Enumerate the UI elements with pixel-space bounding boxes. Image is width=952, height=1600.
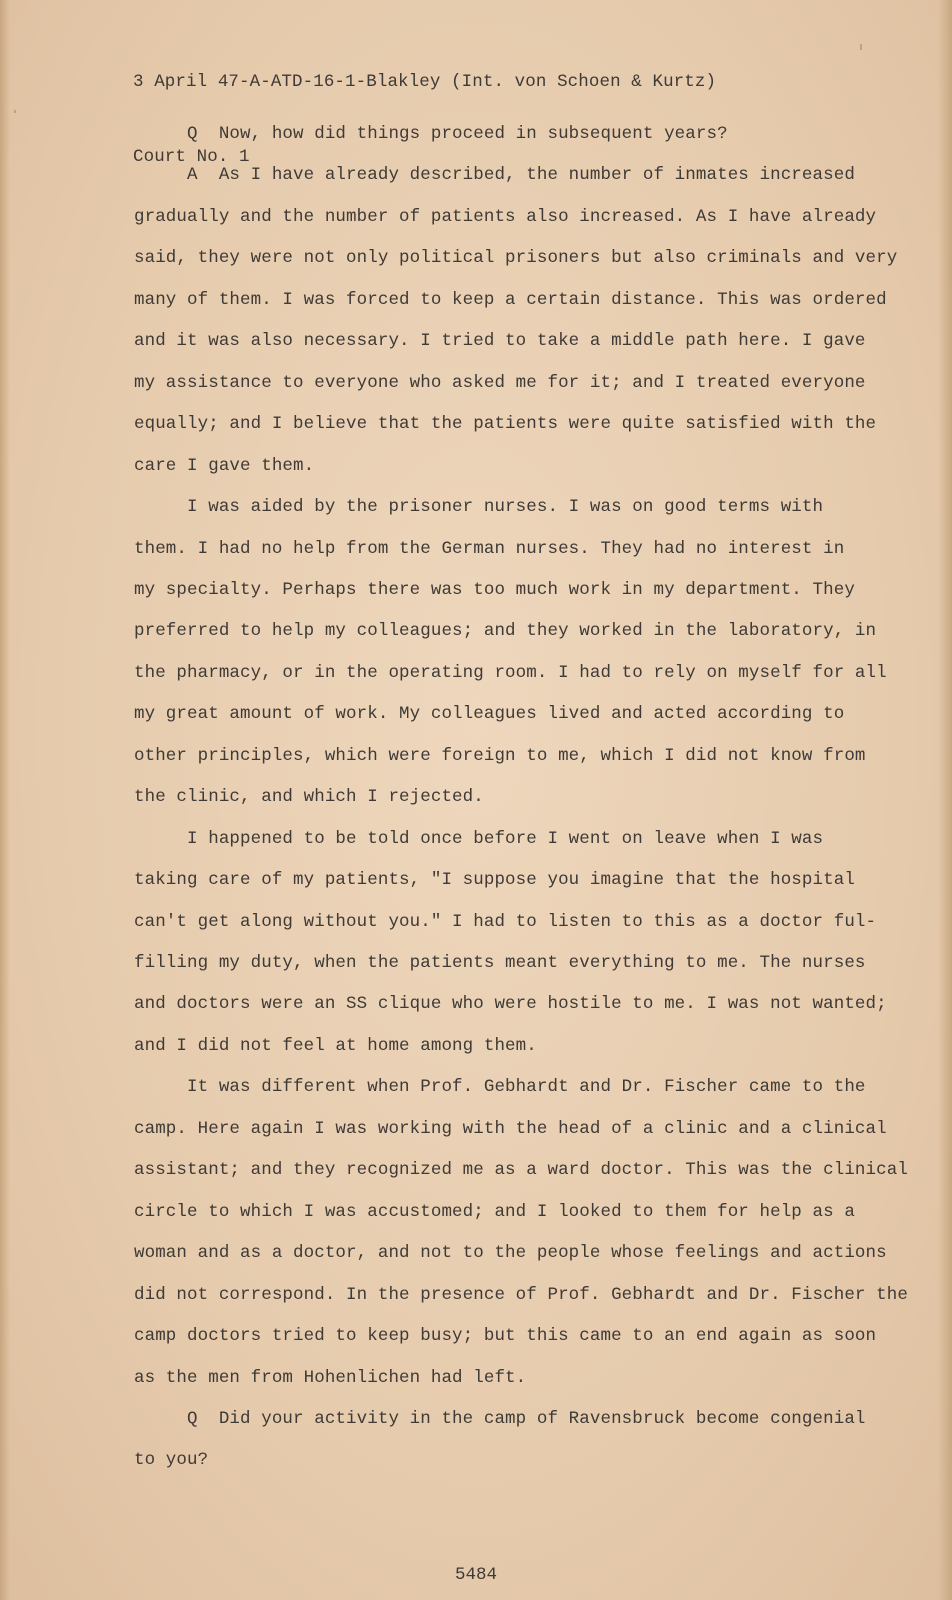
- page-edge-right: [938, 0, 952, 1600]
- text-line: assistant; and they recognized me as a ward doctor. This was the clinical: [134, 1160, 908, 1181]
- text-line: care I gave them.: [134, 455, 315, 476]
- paper-speck: [860, 44, 862, 50]
- text-line: camp doctors tried to keep busy; but this came to an end again as soon: [134, 1326, 877, 1347]
- text-line: can't get along without you." I had to listen to this as a doctor ful-: [134, 911, 877, 932]
- text-line: I was aided by the prisoner nurses. I was on good terms with: [134, 497, 824, 518]
- text-line: my assistance to everyone who asked me for it; and I treated everyone: [134, 372, 866, 393]
- text-line: taking care of my patients, "I suppose you imagine that the hospital: [134, 870, 855, 891]
- text-line: and doctors were an SS clique who were hostile to me. I was not wanted;: [134, 994, 887, 1015]
- text-line: A As I have already described, the number of inmates increased: [134, 165, 855, 186]
- page-edge-left: [0, 0, 10, 1600]
- text-line: and it was also necessary. I tried to take a middle path here. I gave: [134, 331, 866, 352]
- page-number: 5484: [454, 1565, 497, 1585]
- text-line: equally; and I believe that the patients were quite satisfied with the: [134, 414, 877, 435]
- text-line: my great amount of work. My colleagues lived and acted according to: [134, 704, 845, 725]
- text-line: It was different when Prof. Gebhardt and Dr. Fischer came to the: [134, 1077, 866, 1098]
- text-line: woman and as a doctor, and not to the people whose feelings and actions: [134, 1243, 887, 1264]
- text-line: to you?: [134, 1450, 209, 1471]
- text-line: the pharmacy, or in the operating room. I had to rely on myself for all: [134, 662, 887, 683]
- text-line: filling my duty, when the patients meant everything to me. The nurses: [134, 953, 866, 973]
- text-line: did not correspond. In the presence of Prof. Gebhardt and Dr. Fischer the: [134, 1284, 908, 1305]
- text-line: Q Did your activity in the camp of Ravensbruck become congenial: [134, 1408, 866, 1429]
- text-line: preferred to help my colleagues; and they worked in the laboratory, in: [134, 621, 877, 642]
- text-line: camp. Here again I was working with the head of a clinic and a clinical: [134, 1118, 887, 1139]
- text-line: and I did not feel at home among them.: [134, 1035, 537, 1056]
- text-line: the clinic, and which I rejected.: [134, 787, 484, 808]
- document-header: [133, 20, 716, 220]
- paper-speck: [14, 110, 16, 113]
- text-line: gradually and the number of patients also increased. As I have already: [134, 206, 877, 227]
- text-line: my specialty. Perhaps there was too much work in my department. They: [134, 579, 855, 600]
- header-line-2: Court No. 1: [133, 147, 250, 167]
- text-line: many of them. I was forced to keep a certain distance. This was ordered: [134, 289, 887, 310]
- text-line: Q Now, how did things proceed in subsequent years?: [134, 124, 728, 144]
- text-line: other principles, which were foreign to me, which I did not know from: [134, 745, 866, 766]
- text-line: said, they were not only political prisoners but also criminals and very: [134, 248, 898, 269]
- text-line: as the men from Hohenlichen had left.: [134, 1367, 527, 1388]
- text-line: I happened to be told once before I went on leave when I was: [134, 828, 824, 849]
- text-line: circle to which I was accustomed; and I looked to them for help as a: [134, 1201, 855, 1222]
- text-line: them. I had no help from the German nurses. They had no interest in: [134, 538, 845, 559]
- header-line-1: 3 April 47-A-ATD-16-1-Blakley (Int. von Schoen & Kurtz): [133, 72, 717, 92]
